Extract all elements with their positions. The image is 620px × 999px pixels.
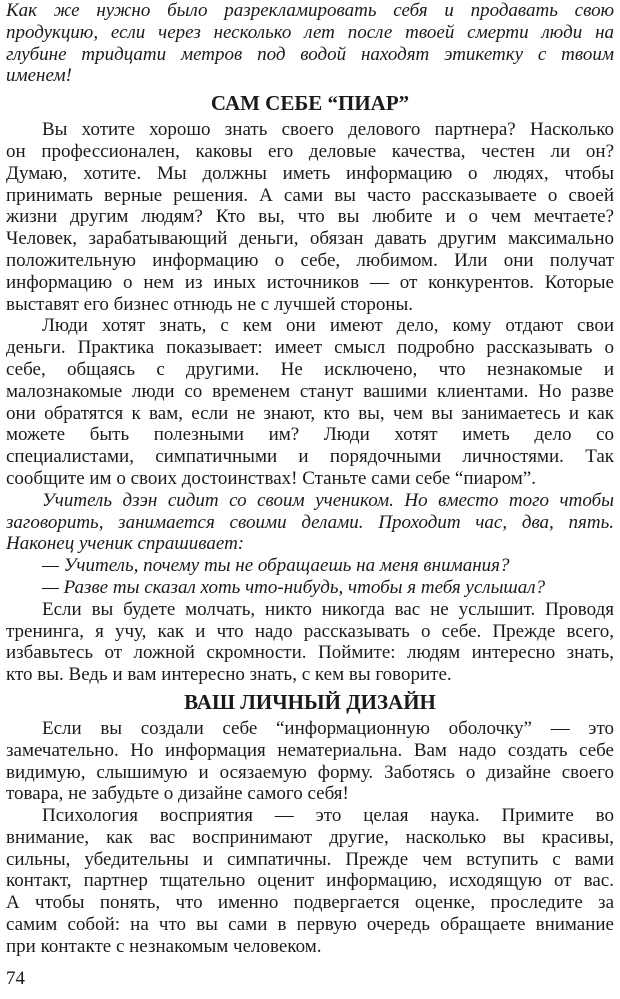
paragraph-line: положительную информацию о себе, любимом. Или они получат bbox=[6, 249, 614, 271]
paragraph-line: самим собой: на что вы сами в первую очередь обращаете внимание bbox=[6, 914, 614, 936]
paragraph-line: Если вы создали себе “информационную оболочку” — это bbox=[42, 717, 614, 739]
paragraph-line: Думаю, хотите. Мы должны иметь информацию о людях, чтобы bbox=[6, 162, 614, 184]
page-number: 74 bbox=[6, 968, 25, 989]
paragraph-line: жизни другим людям? Кто вы, что вы любите и о чем мечтаете? bbox=[6, 206, 614, 228]
paragraph-line: он профессионален, каковы его деловые качества, честен ли он? bbox=[6, 140, 614, 162]
intro-quote-line: глубине тридцати метров под водой находят этикетку с твоим bbox=[6, 43, 614, 65]
paragraph-line: сильны, убедительны и симпатичны. Прежде чем вступить с вами bbox=[6, 848, 614, 870]
intro-quote-line: именем! bbox=[6, 65, 72, 87]
paragraph-line: специалистами, симпатичными и порядочными личностями. Так bbox=[6, 446, 614, 468]
paragraph-line: малознакомые люди со временем станут вашими клиентами. Но разве bbox=[6, 380, 614, 402]
paragraph-line: замечательно. Но информация нематериальна. Вам надо создать себе bbox=[6, 739, 614, 761]
paragraph-line: видимую, слышимую и осязаемую форму. Заботясь о дизайне своего bbox=[6, 761, 614, 783]
paragraph-line: товара, не забудьте о дизайне самого себя! bbox=[6, 783, 349, 805]
paragraph-line: внимание, как вас воспринимают другие, насколько вы красивы, bbox=[6, 826, 614, 848]
parable-line: заговорить, занимается своими делами. Проходит час, два, пять. bbox=[6, 511, 614, 533]
intro-quote-line: продукцию, если через несколько лет после твоей смерти люди на bbox=[6, 21, 614, 43]
paragraph-line: Психология восприятия — это целая наука. Примите во bbox=[42, 805, 614, 827]
intro-quote bbox=[6, 0, 614, 87]
paragraph bbox=[6, 315, 614, 489]
paragraph-line: Если вы будете молчать, никто никогда вас не услышит. Проводя bbox=[42, 598, 614, 620]
paragraph bbox=[6, 119, 614, 315]
paragraph-line: Человек, зарабатывающий деньги, обязан давать другим максимально bbox=[6, 228, 614, 250]
paragraph-line: Вы хотите хорошо знать своего делового партнера? Насколько bbox=[42, 119, 614, 141]
dialog-line: — Разве ты сказал хоть что-нибудь, чтобы я тебя услышал? bbox=[42, 576, 546, 598]
intro-quote-line: Как же нужно было разрекламировать себя и продавать свою bbox=[6, 0, 614, 21]
parable-line: Наконец ученик спрашивает: bbox=[6, 533, 245, 555]
paragraph bbox=[6, 805, 614, 958]
section-heading-design: ВАШ ЛИЧНЫЙ ДИЗАЙН bbox=[184, 689, 436, 714]
paragraph-line: себе, общаясь с другими. Не исключено, что незнакомые и bbox=[6, 358, 614, 380]
dialog-line: — Учитель, почему ты не обращаешь на меня внимания? bbox=[42, 555, 510, 577]
paragraph-line: информацию о нем из иных источников — от конкурентов. Которые bbox=[6, 271, 614, 293]
section-heading-pr: САМ СЕБЕ “ПИАР” bbox=[210, 91, 410, 116]
paragraph-line: контакт, партнер тщательно оценит информацию, исходящую от вас. bbox=[6, 870, 614, 892]
paragraph-line: выставят его бизнес отнюдь не с лучшей стороны. bbox=[6, 293, 414, 315]
paragraph-line: А чтобы понять, что именно подвергается оценке, проследите за bbox=[6, 892, 614, 914]
paragraph-line: Люди хотят знать, с кем они имеют дело, кому отдают свои bbox=[42, 315, 614, 337]
paragraph bbox=[6, 599, 614, 686]
paragraph bbox=[6, 718, 614, 805]
paragraph-line: тренинга, я учу, как и что надо рассказывать о себе. Прежде всего, bbox=[6, 620, 614, 642]
paragraph-line: принимать верные решения. А сами вы часто рассказываете о своей bbox=[6, 184, 614, 206]
paragraph-line: они обратятся к вам, если не знают, кто вы, чем вы занимаетесь и как bbox=[6, 402, 614, 424]
paragraph-line: избавьтесь от ложной скромности. Поймите: людям интересно знать, bbox=[6, 642, 614, 664]
parable-line: Учитель дзэн сидит со своим учеником. Но вместо того чтобы bbox=[42, 489, 614, 511]
zen-parable bbox=[6, 490, 614, 599]
paragraph-line: деньги. Практика показывает: имеет смысл подробно рассказывать о bbox=[6, 337, 614, 359]
paragraph-line: при контакте с незнакомым человеком. bbox=[6, 935, 322, 957]
paragraph-line: можете быть полезными им? Люди хотят иметь дело со bbox=[6, 424, 614, 446]
paragraph-line: кто вы. Ведь и вам интересно знать, с кем вы говорите. bbox=[6, 664, 452, 686]
paragraph-line: сообщите им о своих достоинствах! Станьте сами себе “пиаром”. bbox=[6, 467, 536, 489]
